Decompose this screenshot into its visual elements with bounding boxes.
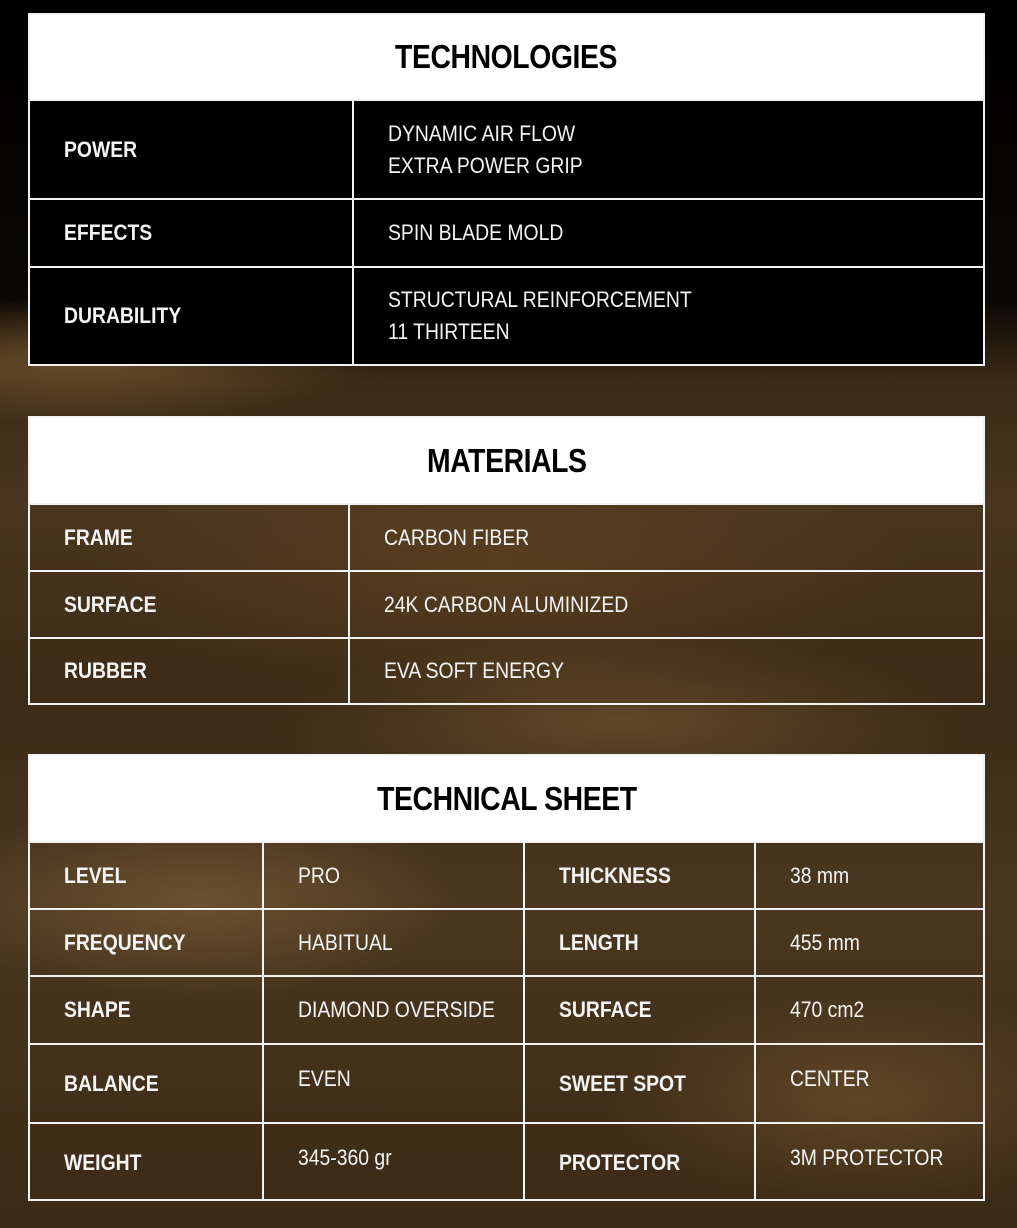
spec-label: FREQUENCY — [64, 929, 186, 955]
spec-value: 38 mm — [790, 862, 850, 888]
spec-value: CENTER — [790, 1066, 870, 1091]
spec-value: EVEN — [298, 1066, 351, 1091]
spec-value: 455 mm — [790, 929, 860, 955]
table-row — [30, 637, 983, 703]
table-row — [30, 570, 983, 637]
row-value: DYNAMIC AIR FLOW — [388, 120, 576, 146]
technologies-table — [28, 13, 985, 366]
spec-value: HABITUAL — [298, 929, 393, 955]
spec-label: PROTECTOR — [559, 1149, 681, 1175]
row-value: 11 THIRTEEN — [388, 319, 510, 344]
table-row — [30, 503, 983, 570]
row-label: POWER — [64, 136, 138, 162]
spec-value: 345-360 gr — [298, 1145, 392, 1170]
technologies-title: TECHNOLOGIES — [395, 38, 618, 75]
row-value: CARBON FIBER — [384, 524, 530, 550]
materials-table — [28, 416, 985, 705]
table-row — [30, 975, 983, 1043]
spec-label: BALANCE — [64, 1070, 159, 1096]
materials-title: MATERIALS — [426, 441, 587, 479]
spec-value: 470 cm2 — [790, 997, 865, 1022]
spec-label: SHAPE — [64, 997, 131, 1022]
table-row — [30, 99, 983, 198]
spec-label: SURFACE — [559, 997, 652, 1022]
table-row — [30, 1043, 983, 1122]
spec-label: SWEET SPOT — [559, 1070, 686, 1096]
row-label: FRAME — [64, 524, 133, 550]
row-value: STRUCTURAL REINFORCEMENT — [388, 287, 692, 312]
row-value: EVA SOFT ENERGY — [384, 658, 565, 683]
spec-value: PRO — [298, 862, 340, 888]
table-row — [30, 908, 983, 975]
technical-sheet-table — [28, 754, 985, 1201]
row-value: SPIN BLADE MOLD — [388, 220, 564, 245]
row-value: 24K CARBON ALUMINIZED — [384, 591, 629, 617]
spec-value: 3M PROTECTOR — [790, 1145, 944, 1170]
spec-label: THICKNESS — [559, 862, 671, 888]
table-row — [30, 1122, 983, 1201]
row-label: SURFACE — [64, 591, 157, 617]
table-row — [30, 266, 983, 364]
spec-label: LENGTH — [559, 929, 639, 955]
row-label: DURABILITY — [64, 303, 182, 328]
spec-label: LEVEL — [64, 862, 127, 888]
spec-value: DIAMOND OVERSIDE — [298, 997, 495, 1022]
row-label: EFFECTS — [64, 220, 153, 245]
spec-label: WEIGHT — [64, 1149, 142, 1175]
table-row — [30, 841, 983, 908]
row-label: RUBBER — [64, 658, 147, 683]
technical-sheet-title: TECHNICAL SHEET — [376, 779, 637, 817]
row-value: EXTRA POWER GRIP — [388, 152, 583, 178]
table-row — [30, 198, 983, 266]
